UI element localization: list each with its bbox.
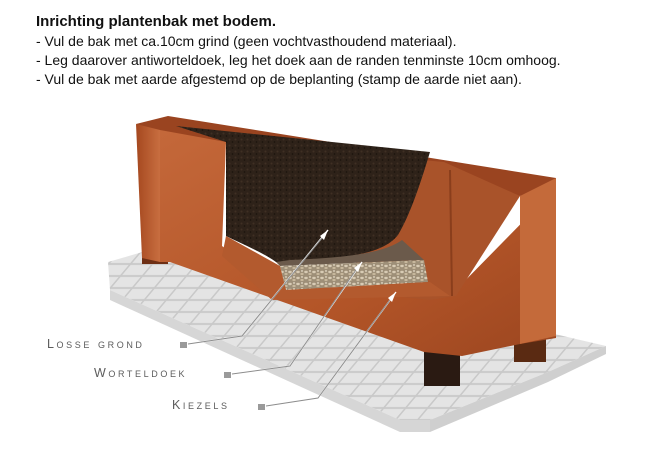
label-kiezels: Kiezels: [172, 398, 230, 412]
instructions-title: Inrichting plantenbak met bodem.: [36, 13, 277, 30]
instruction-line-2: - Leg daarover antiworteldoek, leg het doek aan de randen tenminste 10cm omhoog.: [36, 52, 561, 68]
label-marker-worteldoek: [224, 372, 231, 378]
planter-left-side: [136, 124, 160, 262]
instruction-line-3: - Vul de bak met aarde afgestemd op de beplanting (stamp de aarde niet aan).: [36, 71, 522, 87]
label-marker-losse-grond: [180, 342, 187, 348]
label-marker-kiezels: [258, 404, 265, 410]
planter-leg-front: [424, 352, 460, 386]
label-losse-grond: Losse grond: [47, 337, 145, 351]
planter-right-end: [520, 178, 556, 344]
instruction-line-1: - Vul de bak met ca.10cm grind (geen vochtvasthoudend materiaal).: [36, 33, 457, 49]
label-worteldoek: Worteldoek: [94, 366, 188, 380]
